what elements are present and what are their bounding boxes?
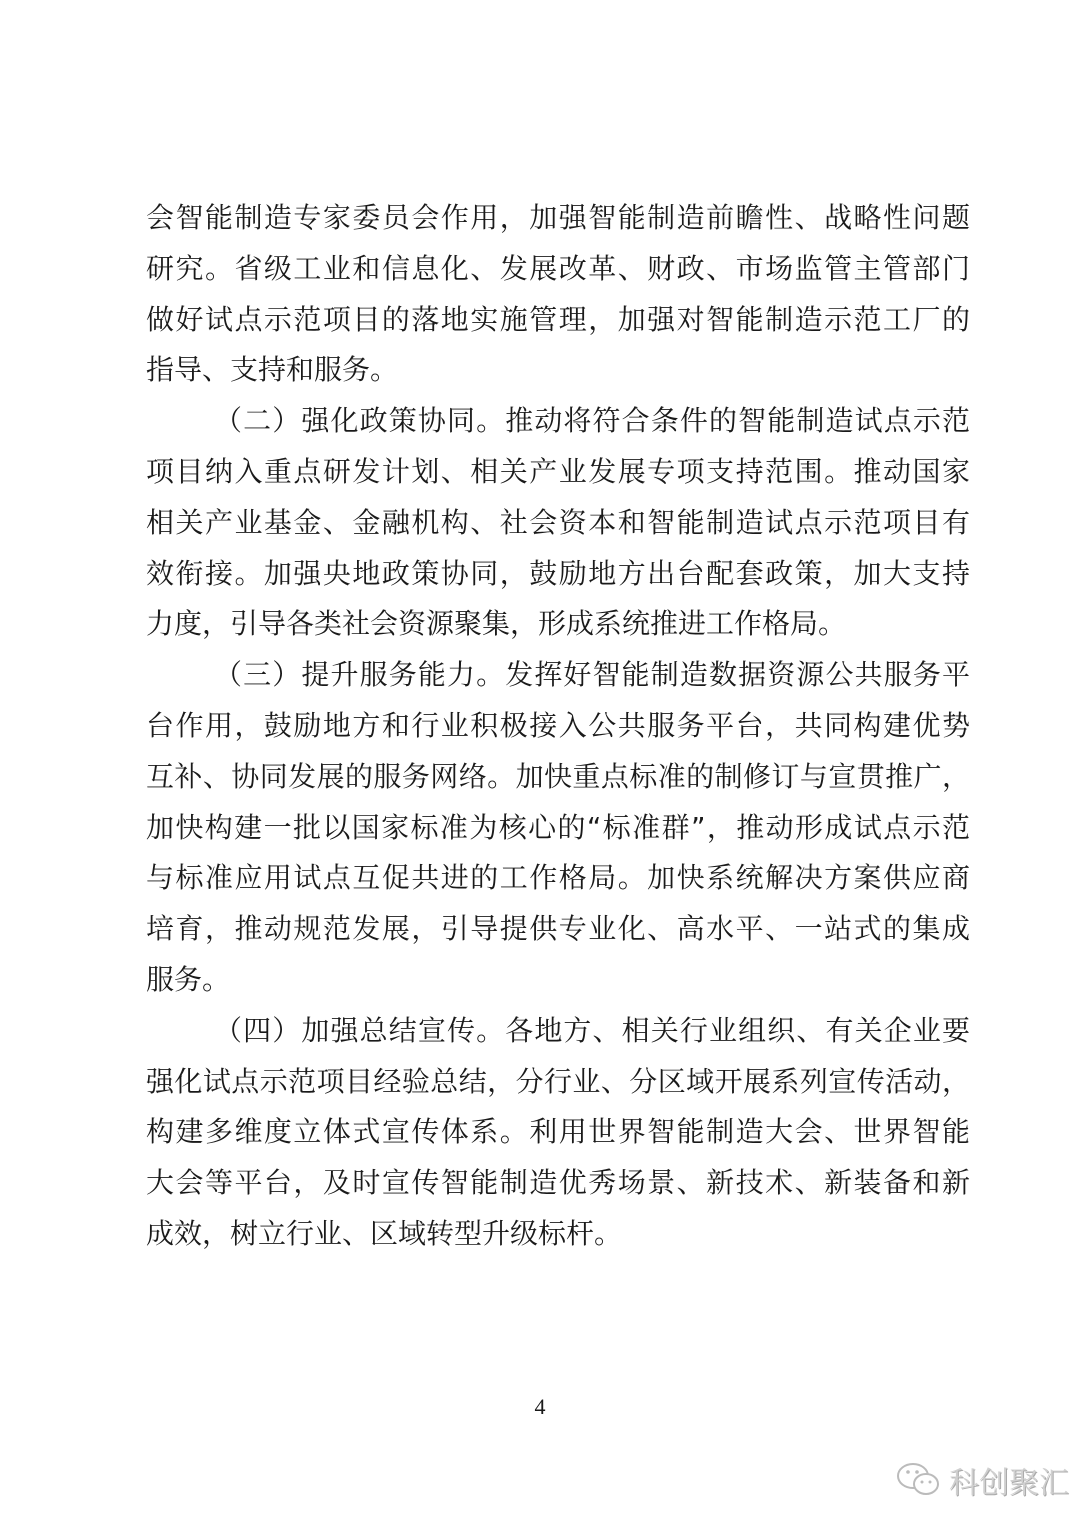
- paragraph-3: [146, 650, 970, 1006]
- text-line: 大会等平台，及时宣传智能制造优秀场景、新技术、新装备和新: [146, 1166, 970, 1200]
- text-line: 研究。省级工业和信息化、发展改革、财政、市场监管主管部门: [146, 251, 970, 285]
- text-line: 台作用，鼓励地方和行业积极接入公共服务平台，共同构建优势: [146, 708, 970, 742]
- wechat-icon: [895, 1460, 943, 1500]
- page-number: 4: [534, 1394, 546, 1419]
- text-line: （三）提升服务能力。发挥好智能制造数据资源公共服务平: [214, 658, 970, 692]
- text-line: 项目纳入重点研发计划、相关产业发展专项支持范围。推动国家: [146, 454, 970, 488]
- text-line: 力度，引导各类社会资源聚集，形成系统推进工作格局。: [146, 607, 847, 641]
- paragraph-4: [146, 1006, 970, 1260]
- text-line: （二）强化政策协同。推动将符合条件的智能制造试点示范: [214, 404, 970, 438]
- text-line: 指导、支持和服务。: [146, 353, 399, 387]
- text-line: 构建多维度立体式宣传体系。利用世界智能制造大会、世界智能: [146, 1115, 970, 1149]
- text-line: 相关产业基金、金融机构、社会资本和智能制造试点示范项目有: [146, 505, 970, 539]
- document-body: [146, 193, 970, 1260]
- text-line: 与标准应用试点互促共进的工作格局。加快系统解决方案供应商: [146, 861, 970, 895]
- text-line: （四）加强总结宣传。各地方、相关行业组织、有关企业要: [214, 1013, 970, 1047]
- text-line: 做好试点示范项目的落地实施管理，加强对智能制造示范工厂的: [146, 302, 970, 336]
- paragraph-1: [146, 193, 970, 396]
- text-line: 加快构建一批以国家标准为核心的“标准群”，推动形成试点示范: [146, 810, 970, 844]
- text-line: 互补、协同发展的服务网络。加快重点标准的制修订与宣贯推广，: [146, 759, 970, 793]
- paragraph-2: [146, 396, 970, 650]
- text-line: 会智能制造专家委员会作用，加强智能制造前瞻性、战略性问题: [146, 201, 970, 234]
- text-line: 培育，推动规范发展，引导提供专业化、高水平、一站式的集成: [146, 912, 970, 946]
- watermark-text: 科创聚汇: [949, 1466, 1069, 1501]
- text-line: 效衔接。加强央地政策协同，鼓励地方出台配套政策，加大支持: [146, 556, 970, 590]
- text-line: 服务。: [146, 962, 231, 996]
- text-line: 成效，树立行业、区域转型升级标杆。: [146, 1216, 623, 1250]
- watermark: [895, 1458, 1069, 1502]
- text-line: 强化试点示范项目经验总结，分行业、分区域开展系列宣传活动，: [146, 1064, 970, 1098]
